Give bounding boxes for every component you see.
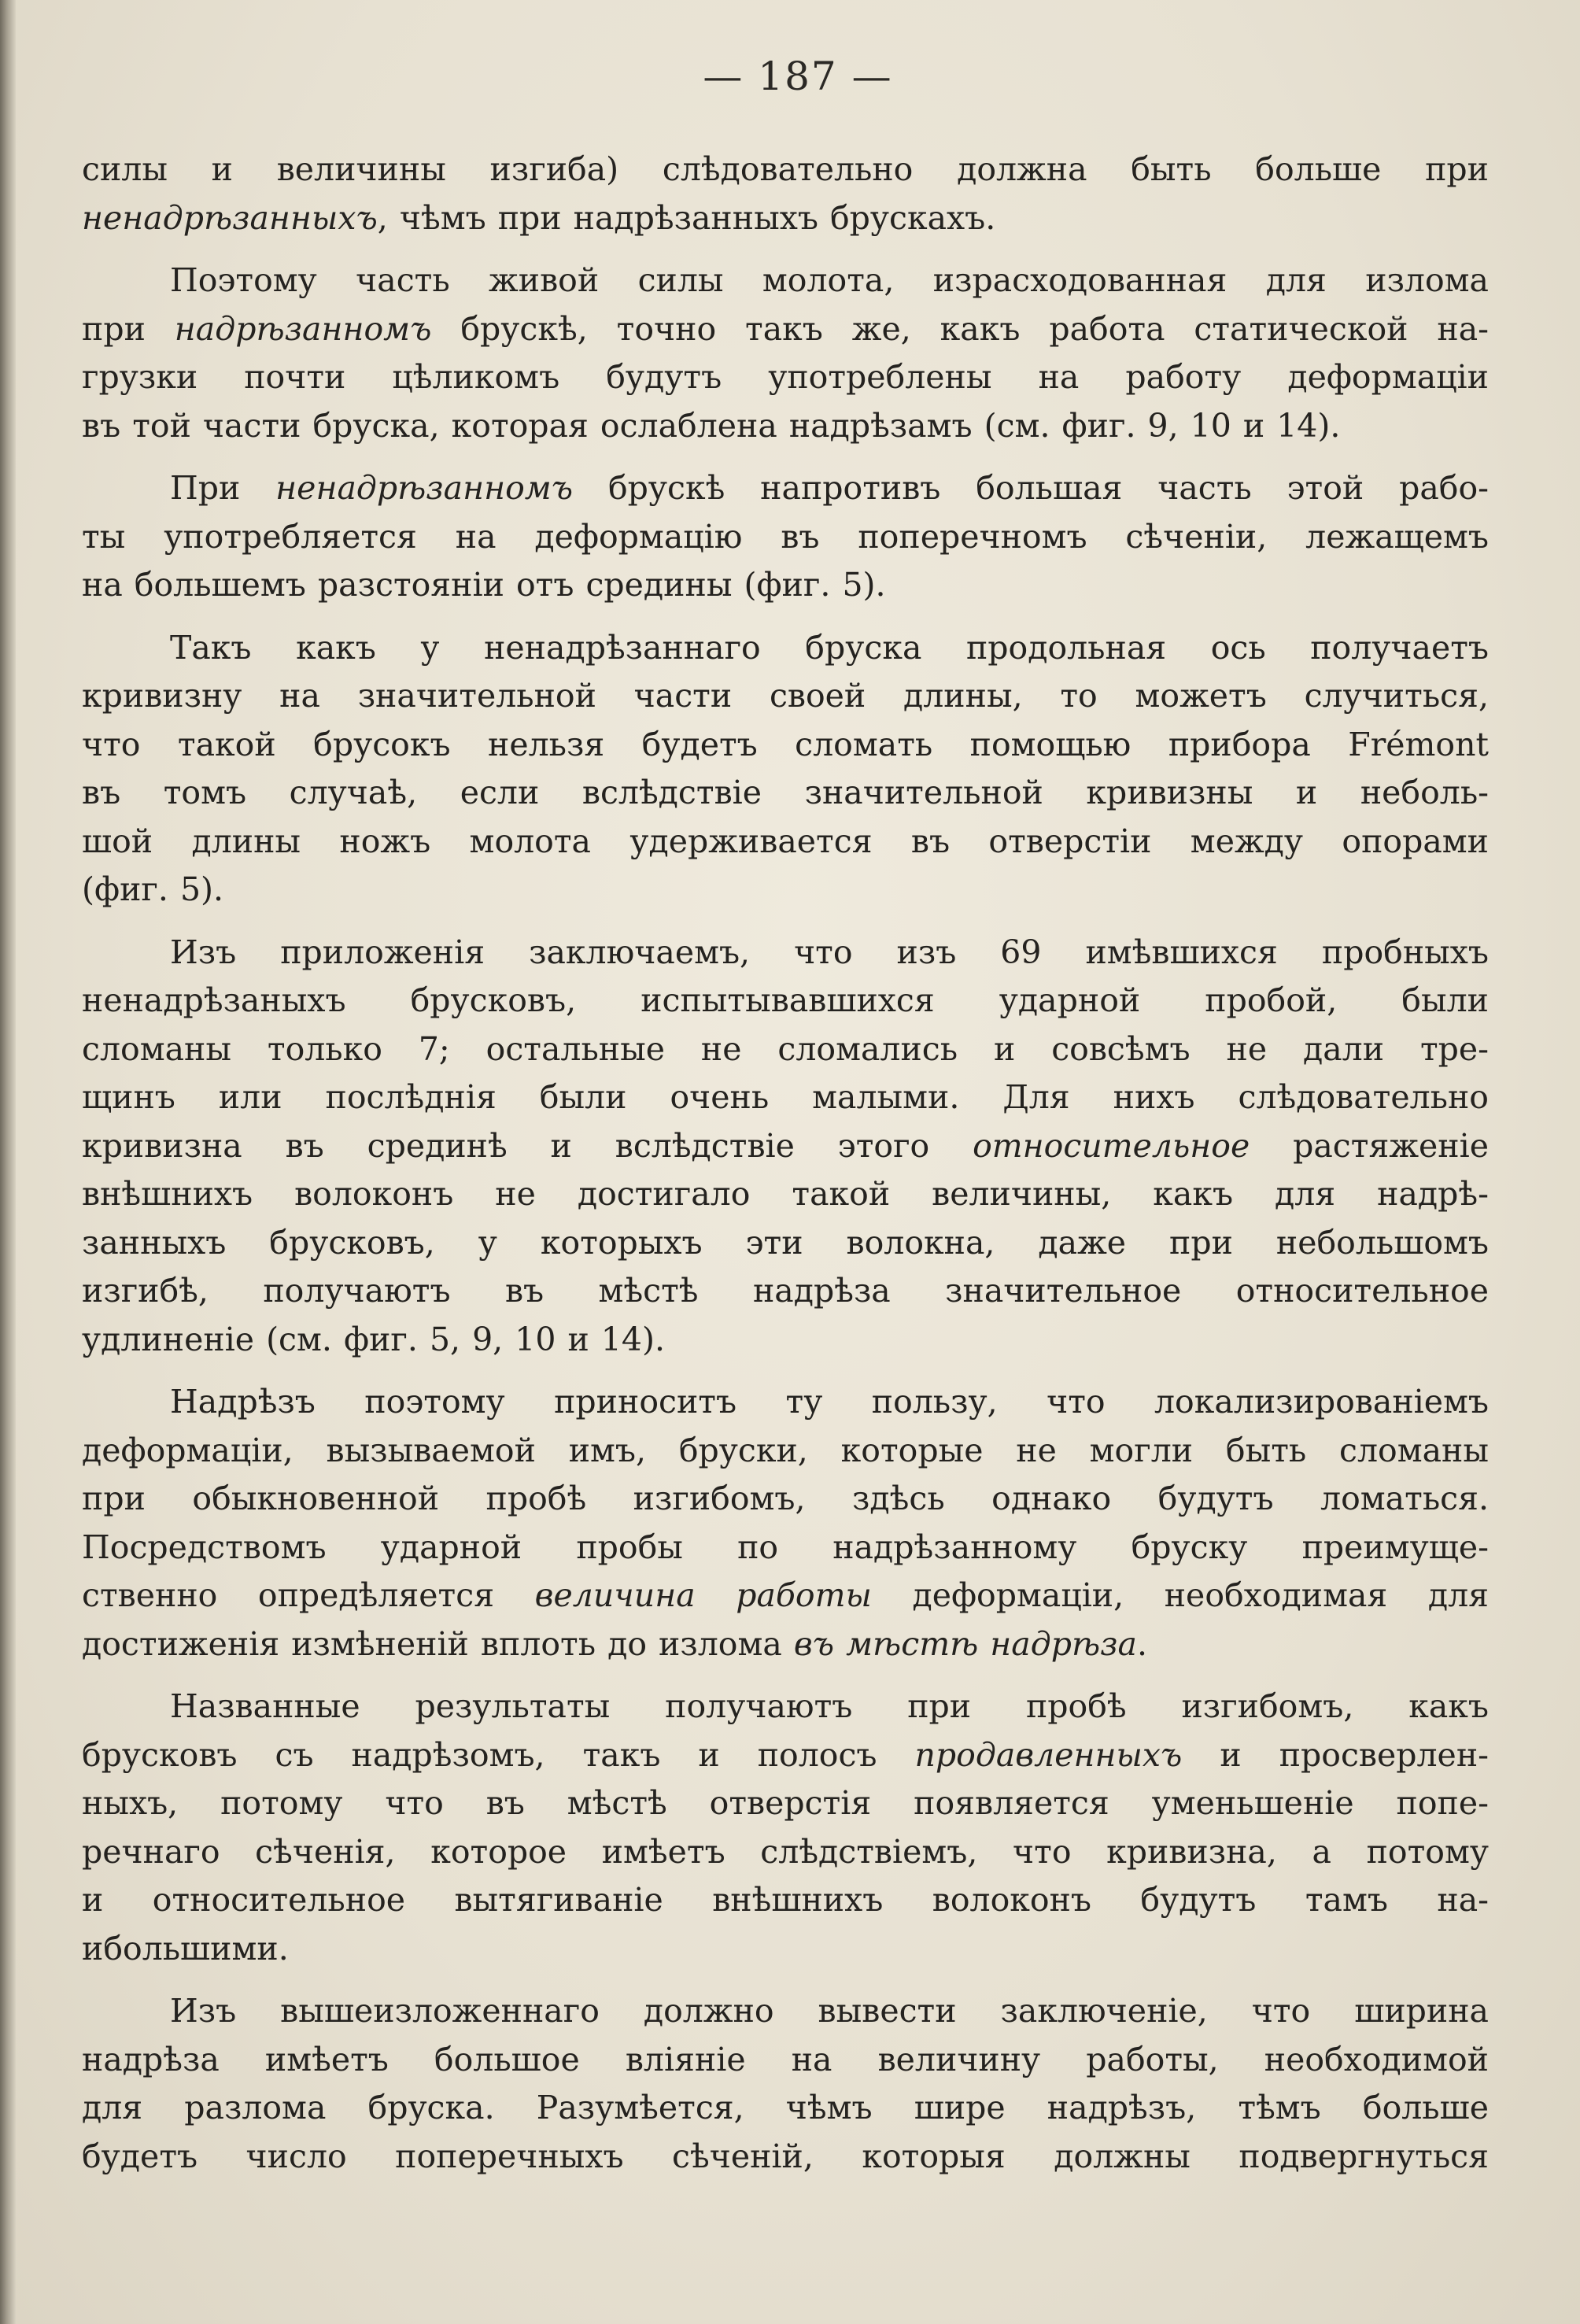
text-line: въ томъ случаѣ, если вслѣдствіе значительной кривизны и неболь-: [82, 774, 1489, 811]
text-line: брусковъ съ надрѣзомъ, такъ и полосъ продавленныхъ и просверлен-: [82, 1735, 1489, 1774]
paragraph: [82, 929, 1489, 1365]
text-line: щинъ или послѣднія были очень малыми. Для нихъ слѣдовательно: [82, 1078, 1489, 1116]
page-number: — 187 —: [703, 54, 893, 99]
text-line: речнаго сѣченія, которое имѣетъ слѣдствіемъ, что кривизна, а потому: [82, 1832, 1489, 1871]
text-line: на большемъ разстояніи отъ средины (фиг. 5).: [82, 566, 886, 604]
text-line: ты употребляется на деформацію въ поперечномъ сѣченіи, лежащемъ: [82, 517, 1489, 556]
italic-term: надрѣзанномъ: [174, 309, 432, 348]
text-line: надрѣза имѣетъ большое вліяніе на величину работы, необходимой: [82, 2040, 1489, 2078]
text-line: занныхъ брусковъ, у которыхъ эти волокна, даже при небольшомъ: [82, 1223, 1489, 1262]
text-line: При ненадрѣзанномъ брускѣ напротивъ большая часть этой рабо-: [170, 469, 1489, 507]
text-line: ненадрѣзаныхъ брусковъ, испытывавшихся ударной пробой, были: [82, 981, 1489, 1019]
book-spine-shadow: [0, 0, 16, 2324]
text-line: (фиг. 5).: [82, 870, 224, 908]
text-line: сломаны только 7; остальные не сломались и совсѣмъ не дали тре-: [82, 1029, 1489, 1068]
text-line: ибольшими.: [82, 1929, 289, 1967]
text-line: Названные результаты получаютъ при пробѣ изгибомъ, какъ: [170, 1687, 1489, 1725]
paragraph: [82, 1683, 1489, 1973]
text-line: кривизна въ срединѣ и вслѣдствіе этого относительное растяженіе: [82, 1126, 1490, 1165]
text-line: ненадрѣзанныхъ, чѣмъ при надрѣзанныхъ брускахъ.: [82, 198, 996, 237]
text-line: Посредствомъ ударной пробы по надрѣзанному бруску преимуще-: [82, 1528, 1489, 1566]
text-line: Изъ вышеизложеннаго должно вывести заключеніе, что ширина: [170, 1992, 1489, 2030]
text-line: грузки почти цѣликомъ будутъ употреблены на работу деформаціи: [82, 358, 1489, 396]
body-text: [82, 146, 1489, 2195]
paragraph: [82, 624, 1489, 914]
text-line: въ той части бруска, которая ослаблена надрѣзамъ (см. фиг. 9, 10 и 14).: [82, 406, 1341, 445]
text-line: деформаціи, вызываемой имъ, бруски, которые не могли быть сломаны: [82, 1431, 1489, 1469]
text-line: Такъ какъ у ненадрѣзаннаго бруска продольная ось получаетъ: [170, 628, 1489, 667]
text-line: удлиненіе (см. фиг. 5, 9, 10 и 14).: [82, 1320, 666, 1358]
paragraph: [82, 257, 1489, 450]
text-line: что такой брусокъ нельзя будетъ сломать помощью прибора Frémont: [82, 725, 1489, 763]
paragraph: [82, 464, 1489, 610]
text-line: ственно опредѣляется величина работы деформаціи, необходимая для: [82, 1576, 1489, 1614]
book-page: [16, 0, 1580, 2324]
text-line: при обыкновенной пробѣ изгибомъ, здѣсь однако будутъ ломаться.: [82, 1480, 1489, 1517]
text-line: достиженія измѣненій вплоть до излома въ мѣстѣ надрѣза.: [82, 1624, 1147, 1663]
text-line: кривизну на значительной части своей длины, то можетъ случиться,: [82, 677, 1489, 715]
text-line: ныхъ, потому что въ мѣстѣ отверстія появляется уменьшеніе попе-: [82, 1784, 1489, 1822]
text-line: и относительное вытягиваніе внѣшнихъ волоконъ будутъ тамъ на-: [82, 1881, 1489, 1919]
italic-term: въ мѣстѣ надрѣза: [793, 1624, 1137, 1663]
italic-term: продавленныхъ: [914, 1735, 1183, 1774]
paragraph: [82, 1987, 1489, 2181]
text-line: шой длины ножъ молота удерживается въ отверстіи между опорами: [82, 822, 1489, 860]
text-line: изгибѣ, получаютъ въ мѣстѣ надрѣза значительное относительное: [82, 1272, 1489, 1310]
text-line: для разлома бруска. Разумѣется, чѣмъ шире надрѣзъ, тѣмъ больше: [82, 2089, 1489, 2126]
paragraph: [82, 146, 1489, 242]
text-line: внѣшнихъ волоконъ не достигало такой величины, какъ для надрѣ-: [82, 1175, 1489, 1213]
text-line: будетъ число поперечныхъ сѣченій, которыя должны подвергнуться: [82, 2137, 1489, 2175]
text-line: при надрѣзанномъ брускѣ, точно такъ же, какъ работа статической на-: [82, 309, 1489, 348]
text-line: Изъ приложенія заключаемъ, что изъ 69 имѣвшихся пробныхъ: [170, 933, 1489, 971]
italic-term: ненадрѣзанномъ: [275, 469, 574, 507]
paragraph: [82, 1378, 1489, 1668]
text-line: Поэтому часть живой силы молота, израсходованная для излома: [170, 261, 1489, 299]
text-line: силы и величины изгиба) слѣдовательно должна быть больше при: [82, 150, 1489, 188]
text-line: Надрѣзъ поэтому приноситъ ту пользу, что локализированіемъ: [170, 1383, 1489, 1421]
italic-term: ненадрѣзанныхъ: [82, 198, 378, 237]
italic-term: величина работы: [534, 1576, 872, 1614]
italic-term: относительное: [973, 1126, 1250, 1165]
